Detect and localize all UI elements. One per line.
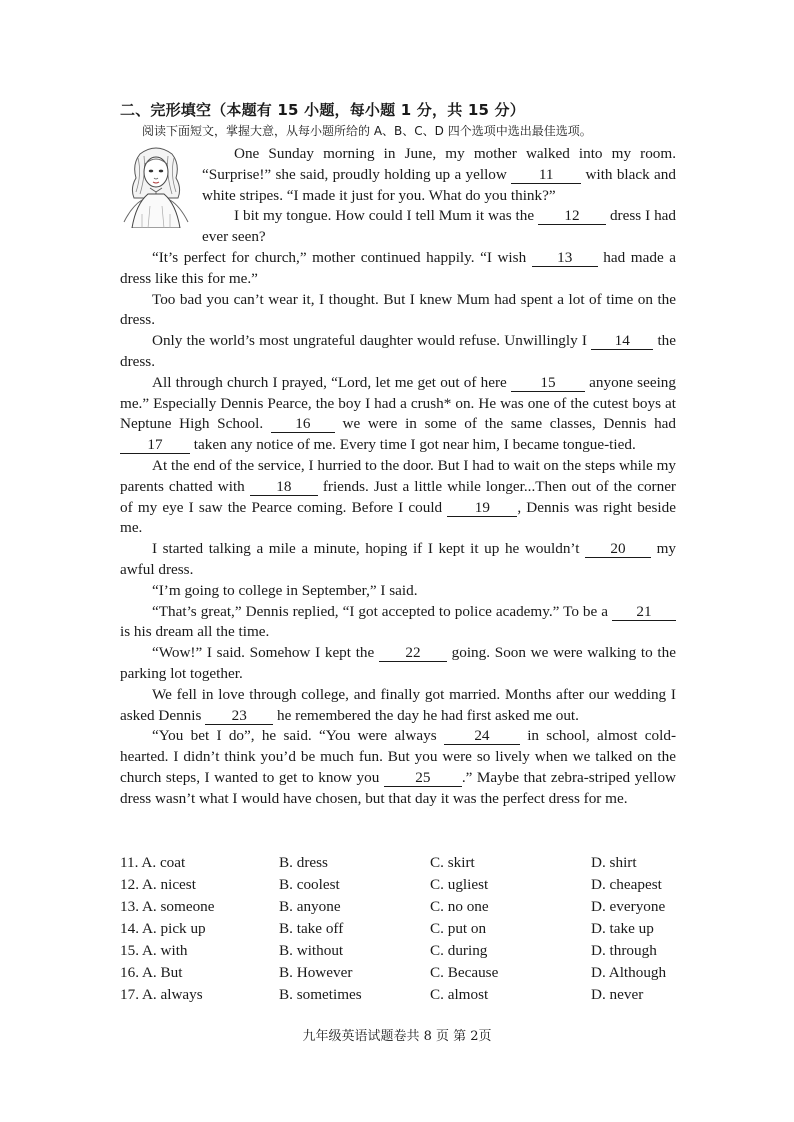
option-a: 11. A. coat <box>120 854 186 871</box>
options-row-15 <box>120 940 680 962</box>
option-b: B. coolest <box>279 876 340 893</box>
option-d: D. Although <box>591 964 667 981</box>
option-b: B. dress <box>279 854 328 871</box>
paragraph-4: Too bad you can’t wear it, I thought. But I knew Mum had spent a lot of time on the dress. <box>120 290 676 329</box>
option-d: D. take up <box>591 920 654 937</box>
paragraph-2: I bit my tongue. How could I tell Mum it was the 12 dress I had ever seen? <box>202 207 676 246</box>
option-c: C. almost <box>430 986 489 1003</box>
option-b: B. However <box>279 964 353 981</box>
paragraph-11: “Wow!” I said. Somehow I kept the 22 going. Soon we were walking to the parking lot together. <box>120 644 676 682</box>
blank-12: 12 <box>538 208 606 225</box>
paragraph-8: I started talking a mile a minute, hoping if I kept it up he wouldn’t 20 my awful dress. <box>120 540 676 578</box>
paragraph-9: “I’m going to college in September,” I said. <box>152 581 418 599</box>
option-b: B. take off <box>279 920 344 937</box>
answer-options <box>120 852 680 1006</box>
option-c: C. no one <box>430 898 489 915</box>
blank-17: 17 <box>120 437 190 454</box>
section-title: 二、完形填空（本题有 15 小题，每小题 1 分，共 15 分） <box>120 101 525 119</box>
blank-22: 22 <box>379 645 447 662</box>
blank-13: 13 <box>532 250 598 267</box>
options-row-12 <box>120 874 680 896</box>
option-d: D. through <box>591 942 657 959</box>
paragraph-5: Only the world’s most ungrateful daughter would refuse. Unwillingly I 14 the dress. <box>120 332 677 370</box>
page-footer: 九年级英语试题卷共 8 页 第 2页 <box>302 1029 492 1044</box>
options-row-17 <box>120 984 680 1006</box>
option-d: D. shirt <box>591 854 637 871</box>
paragraph-13: “You bet I do”, he said. “You were always 24 in school, almost cold-hearted. I didn’t think you’d be much fun. But you were so lively when we talked on the church steps, I wanted to get to know you 25 .” Maybe that zebra-striped yellow dress wasn’t what I would have chosen, but that day it was the perfect dress for me. <box>120 727 677 807</box>
cloze-passage <box>120 144 676 810</box>
options-row-11 <box>120 852 680 874</box>
blank-24: 24 <box>444 728 520 745</box>
option-c: C. during <box>430 942 488 959</box>
option-a: 14. A. pick up <box>120 920 206 937</box>
option-c: C. Because <box>430 964 499 981</box>
paragraph-3: “It’s perfect for church,” mother continued happily. “I wish 13 had made a dress like this for me.” <box>120 248 676 287</box>
option-b: B. anyone <box>279 898 341 915</box>
blank-18: 18 <box>250 479 318 496</box>
girl-illustration-icon <box>118 144 194 228</box>
paragraph-6: All through church I prayed, “Lord, let me get out of here 15 anyone seeing me.” Especially Dennis Pearce, the boy I had a crush* on. He was one of the cutest boys at Neptune High School. 16 we were in some of the same classes, Dennis had 17 taken any notice of me. Every time I got near him, I became tongue-tied. <box>120 373 676 454</box>
paragraph-7: At the end of the service, I hurried to the door. But I had to wait on the steps while my parents chatted with 18 friends. Just a little while longer...Then out of the corner of my eye I saw the Pearce coming. Before I could 19 , Dennis was right beside me. <box>120 456 676 537</box>
blank-14: 14 <box>591 333 653 350</box>
paragraph-10: “That’s great,” Dennis replied, “I got accepted to police academy.” To be a 21 is his dream all the time. <box>120 602 676 644</box>
option-a: 12. A. nicest <box>120 876 196 893</box>
option-a: 13. A. someone <box>120 898 215 915</box>
option-c: C. skirt <box>430 854 475 871</box>
options-row-13 <box>120 896 680 918</box>
options-row-16 <box>120 962 680 984</box>
blank-16: 16 <box>271 416 335 433</box>
paragraph-12: We fell in love through college, and finally got married. Months after our wedding I asked Dennis 23 he remembered the day he had first asked me out. <box>120 685 676 724</box>
blank-19: 19 <box>447 500 517 517</box>
option-d: D. cheapest <box>591 876 662 893</box>
blank-20: 20 <box>585 541 651 558</box>
blank-15: 15 <box>511 375 585 392</box>
option-b: B. sometimes <box>279 986 362 1003</box>
instruction-text: 阅读下面短文，掌握大意，从每小题所给的 A、B、C、D 四个选项中选出最佳选项。 <box>142 124 592 138</box>
option-b: B. without <box>279 942 344 959</box>
option-a: 17. A. always <box>120 986 203 1003</box>
option-c: C. ugliest <box>430 876 489 893</box>
blank-23: 23 <box>205 708 273 725</box>
option-d: D. everyone <box>591 898 666 915</box>
option-a: 15. A. with <box>120 942 188 959</box>
blank-11: 11 <box>511 167 581 184</box>
blank-25: 25 <box>384 770 462 787</box>
options-row-14 <box>120 918 680 940</box>
paragraph-1: One Sunday morning in June, my mother walked into my room. “Surprise!” she said, proudly holding up a yellow 11 with black and white stripes. “I made it just for you. What do you think?” <box>202 145 676 204</box>
option-d: D. never <box>591 986 644 1003</box>
option-a: 16. A. But <box>120 964 183 981</box>
option-c: C. put on <box>430 920 487 937</box>
blank-21: 21 <box>612 604 676 621</box>
